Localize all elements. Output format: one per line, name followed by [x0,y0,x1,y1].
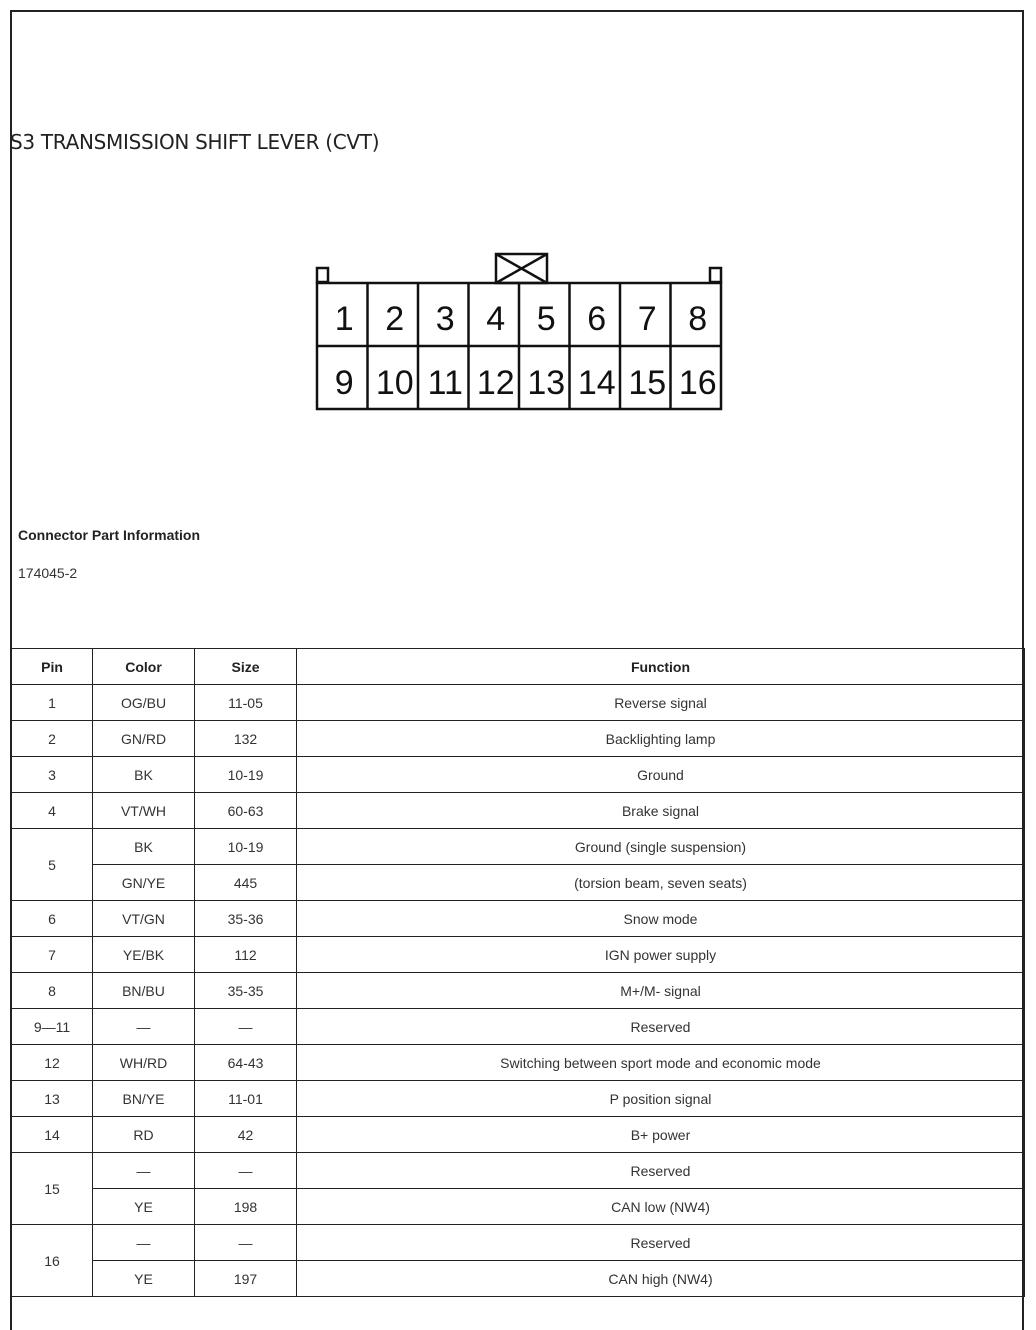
header-pin: Pin [12,649,93,685]
pin-cell: 14 [12,1117,93,1153]
pin-number-label: 16 [678,364,717,402]
function-cell: CAN low (NW4) [297,1189,1025,1225]
color-cell: VT/WH [93,793,195,829]
function-cell: M+/M- signal [297,973,1025,1009]
size-cell: 64-43 [195,1045,297,1081]
page-title: S3 TRANSMISSION SHIFT LEVER (CVT) [10,130,380,154]
table-row [12,973,1025,1009]
function-cell: B+ power [297,1117,1025,1153]
size-cell: 35-36 [195,901,297,937]
pin-number-label: 3 [435,300,455,338]
connector-diagram [310,250,730,420]
part-number: 174045-2 [18,565,78,581]
pin-number-label: 1 [334,300,354,338]
color-cell: RD [93,1117,195,1153]
size-cell: 197 [195,1261,297,1297]
function-cell: Backlighting lamp [297,721,1025,757]
size-cell: — [195,1225,297,1261]
function-cell: Snow mode [297,901,1025,937]
pin-cell: 8 [12,973,93,1009]
function-cell: Reserved [297,1225,1025,1261]
function-cell: IGN power supply [297,937,1025,973]
pin-number-label: 15 [628,364,667,402]
pin-number-label: 6 [587,300,607,338]
size-cell: 445 [195,865,297,901]
table-row [12,793,1025,829]
table-row [12,937,1025,973]
size-cell: 132 [195,721,297,757]
table-row [12,1189,1025,1225]
pin-number-label: 12 [476,364,515,402]
function-cell: CAN high (NW4) [297,1261,1025,1297]
pin-cell: 13 [12,1081,93,1117]
header-size: Size [195,649,297,685]
color-cell: — [93,1225,195,1261]
pin-number-label: 4 [486,300,506,338]
function-cell: Ground [297,757,1025,793]
table-row [12,901,1025,937]
table-row [12,1081,1025,1117]
table-row [12,757,1025,793]
color-cell: YE [93,1189,195,1225]
table-header-row [12,649,1025,685]
function-cell: Switching between sport mode and economic mode [297,1045,1025,1081]
function-cell: Reverse signal [297,685,1025,721]
color-cell: GN/YE [93,865,195,901]
color-cell: — [93,1153,195,1189]
pin-cell: 6 [12,901,93,937]
pin-cell: 5 [12,829,93,901]
pin-number-label: 10 [375,364,414,402]
color-cell: VT/GN [93,901,195,937]
function-cell: Brake signal [297,793,1025,829]
pin-number-label: 14 [577,364,616,402]
pin-cell: 1 [12,685,93,721]
pin-cell: 16 [12,1225,93,1297]
color-cell: GN/RD [93,721,195,757]
table-row [12,1009,1025,1045]
function-cell: Ground (single suspension) [297,829,1025,865]
table-row [12,721,1025,757]
pin-number-label: 11 [427,364,463,402]
pin-number-label: 13 [527,364,566,402]
pin-cell: 2 [12,721,93,757]
table-row [12,1261,1025,1297]
pin-number-label: 9 [334,364,354,402]
color-cell: BK [93,757,195,793]
table-row [12,1225,1025,1261]
table-row [12,865,1025,901]
table-row [12,1045,1025,1081]
color-cell: WH/RD [93,1045,195,1081]
pin-cell: 4 [12,793,93,829]
header-color: Color [93,649,195,685]
color-cell: BN/YE [93,1081,195,1117]
size-cell: 60-63 [195,793,297,829]
table-row [12,829,1025,865]
color-cell: OG/BU [93,685,195,721]
function-cell: (torsion beam, seven seats) [297,865,1025,901]
size-cell: 112 [195,937,297,973]
header-function: Function [297,649,1025,685]
pin-cell: 12 [12,1045,93,1081]
color-cell: BN/BU [93,973,195,1009]
pin-number-label: 7 [637,300,657,338]
color-cell: YE/BK [93,937,195,973]
pin-table [11,648,1025,1297]
color-cell: YE [93,1261,195,1297]
size-cell: 10-19 [195,757,297,793]
size-cell: 10-19 [195,829,297,865]
size-cell: 42 [195,1117,297,1153]
table-row [12,1153,1025,1189]
color-cell: — [93,1009,195,1045]
function-cell: Reserved [297,1009,1025,1045]
pin-cell: 9—11 [12,1009,93,1045]
pin-number-label: 8 [688,300,708,338]
size-cell: 11-05 [195,685,297,721]
pin-cell: 7 [12,937,93,973]
pin-cell: 15 [12,1153,93,1225]
table-row [12,1117,1025,1153]
pin-number-label: 5 [536,300,556,338]
size-cell: — [195,1153,297,1189]
pin-cell: 3 [12,757,93,793]
size-cell: 35-35 [195,973,297,1009]
pin-number-label: 2 [385,300,405,338]
color-cell: BK [93,829,195,865]
size-cell: 198 [195,1189,297,1225]
function-cell: Reserved [297,1153,1025,1189]
table-row [12,685,1025,721]
size-cell: 11-01 [195,1081,297,1117]
part-info-label: Connector Part Information [18,527,201,543]
function-cell: P position signal [297,1081,1025,1117]
size-cell: — [195,1009,297,1045]
